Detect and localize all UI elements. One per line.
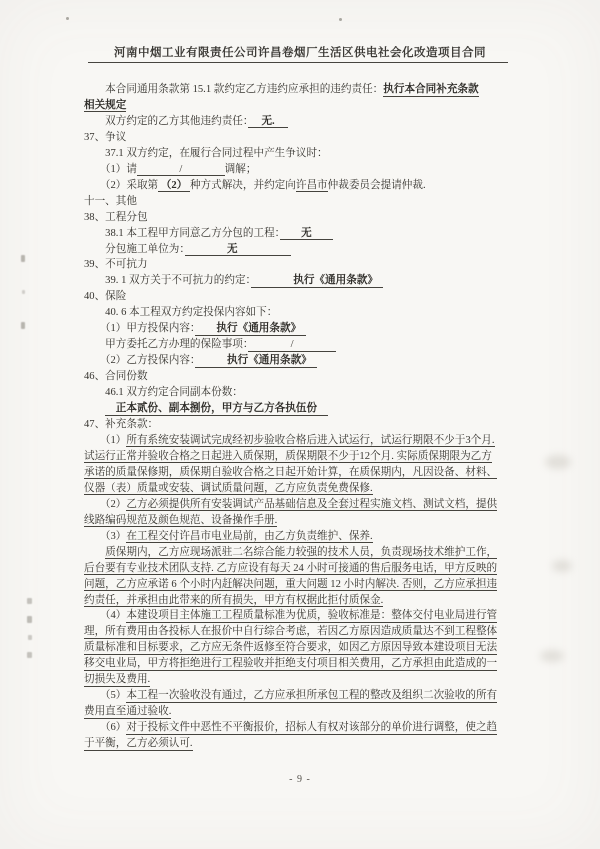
contract-text: 39. 1 双方关于不可抗力的约定： <box>84 275 251 287</box>
contract-text: 甲方委托乙方办理的保险事项： <box>84 339 249 351</box>
document-line <box>84 194 544 210</box>
header-rule <box>88 62 508 63</box>
contract-text: 38.1 本工程甲方同意乙方分包的工程： <box>84 227 280 239</box>
document-line <box>84 529 544 545</box>
document-line <box>84 545 544 561</box>
filled-in-text: 相关规定 <box>84 99 127 111</box>
contract-text: （3） <box>84 530 127 542</box>
contract-text: 37.1 双方约定，在履行合同过程中产生争议时： <box>84 147 328 159</box>
document-line <box>84 417 544 433</box>
contract-text: 46.1 双方约定合同副本份数： <box>84 387 243 399</box>
scan-speck <box>66 17 69 20</box>
contract-text: 双方约定的乙方其他违约责任： <box>84 115 249 127</box>
contract-text: （5） <box>84 690 127 702</box>
document-line <box>84 720 544 736</box>
document-line <box>84 736 544 752</box>
contract-text: 38、工程分包 <box>84 211 148 223</box>
filled-in-text: 执行《通用条款》 <box>195 323 307 335</box>
document-line <box>84 146 544 162</box>
filled-in-text: 仪器（表）质量或安装、调试质量问题，乙方应负责免费保修. <box>84 482 373 494</box>
document-line <box>84 593 544 609</box>
document-line <box>84 337 544 353</box>
filled-in-text: 费用直至通过验收. <box>84 706 172 718</box>
document-line <box>84 497 544 513</box>
document-line <box>84 369 544 385</box>
filled-in-text: 在工程交付许昌市电业局前，由乙方负责维护、保养. <box>126 530 373 542</box>
document-header-title: 河南中烟工业有限责任公司许昌卷烟厂生活区供电社会化改造项目合同 <box>114 47 486 59</box>
filled-in-text: 许昌市 <box>295 179 328 191</box>
contract-text: （2） <box>84 498 127 510</box>
filled-in-text: 无 <box>184 243 291 255</box>
filled-in-text: 后台要有专业技术团队支持. 乙方应设有每天 24 小时可接通的售后服务电话，甲方反映的 <box>84 562 498 574</box>
document-line <box>84 433 544 449</box>
scan-smudge <box>545 455 571 469</box>
document-line <box>84 640 544 656</box>
filled-in-text: 乙方必须提供所有安装调试产品基础信息及全套过程实施文档、测试文档，提供 <box>126 498 498 510</box>
filled-in-text: 执行本合同补充条款 <box>383 84 479 95</box>
document-line <box>84 226 544 242</box>
contract-text: 39、不可抗力 <box>84 259 148 271</box>
filled-in-text: 理，所有费用由各投标人在报价中自行综合考虑，若因乙方原因造成质量达不到工程整体 <box>84 626 498 638</box>
contract-text: 调解； <box>224 163 257 175</box>
document-line <box>84 624 544 640</box>
filled-in-text: （2） <box>158 179 190 191</box>
document-line <box>84 672 544 688</box>
filled-in-text: 于平衡，乙方必须认可. <box>84 738 193 750</box>
contract-text: 37、争议 <box>84 131 127 143</box>
document-line <box>84 114 544 130</box>
document-line <box>84 242 544 258</box>
document-line <box>84 257 544 273</box>
contract-text: 40. 6 本工程双方约定投保内容如下： <box>84 307 278 319</box>
filled-in-text: 试运行正常并验收合格之日起进入质保期，质保期限不少于12个月. 实际质保期限为乙方 <box>84 450 492 462</box>
filled-in-text: 正本贰份、副本捌份，甲方与乙方各执伍份 <box>105 403 328 415</box>
filled-in-text: 切损失及费用. <box>84 674 151 686</box>
document-line <box>84 130 544 146</box>
filled-in-text: 质保期内，乙方应现场派驻二名综合能力较强的技术人员，负责现场技术维护工作， <box>105 546 498 558</box>
filled-in-text: 无. <box>248 115 288 127</box>
document-line <box>84 704 544 720</box>
page-number: - 9 - <box>289 774 311 785</box>
contract-text: （6） <box>84 722 127 734</box>
contract-text <box>84 403 105 414</box>
document-line <box>84 82 544 98</box>
document-line <box>84 98 544 114</box>
margin-smudge <box>21 255 25 329</box>
document-line <box>84 656 544 672</box>
document-line <box>84 210 544 226</box>
document-line <box>84 577 544 593</box>
filled-in-text: 执行《通用条款》 <box>250 275 384 287</box>
document-line <box>84 321 544 337</box>
filled-in-text: 本工程一次验收没有通过，乙方应承担所承包工程的整改及组织二次验收的所有 <box>126 690 498 702</box>
contract-text: （2）采取第 <box>84 179 159 191</box>
contract-text: 分包施工单位为： <box>84 243 185 255</box>
contract-text: 40、保险 <box>84 291 127 303</box>
scan-smudge <box>540 650 564 662</box>
document-line <box>84 513 544 529</box>
contract-text: （1） <box>84 434 127 446</box>
filled-in-text: 移交电业局，甲方将拒绝进行工程验收并拒绝支付项目相关费用，乙方承担由此造成的一 <box>84 658 498 670</box>
document-line <box>84 385 544 401</box>
document-line <box>84 353 544 369</box>
contract-text: 种方式解决，并约定向 <box>189 179 296 191</box>
filled-in-text: 线路编码规范及颜色规范、设备操作手册. <box>84 514 278 526</box>
document-line <box>84 162 544 178</box>
contract-text: 仲裁委员会提请仲裁. <box>327 179 426 191</box>
scan-speck <box>339 18 342 21</box>
contract-text: （1）甲方投保内容： <box>84 323 196 335</box>
document-line <box>84 449 544 465</box>
document-line <box>84 481 544 497</box>
contract-text: 十一、其他 <box>84 195 137 207</box>
filled-in-text: / <box>136 163 225 175</box>
document-line <box>84 289 544 305</box>
filled-in-text: / <box>248 339 336 351</box>
filled-in-text: 质量标准和目标要求，乙方应无条件返修至符合要求，如因乙方原因导致本建设项目无法 <box>84 642 498 654</box>
filled-in-text: 所有系统安装调试完成经初步验收合格后进入试运行，试运行期限不少于3个月. <box>126 434 495 446</box>
filled-in-text: 问题，乙方应承诺 6 个小时内赶解决问题，重大问题 12 小时内解决. 否则，乙方应承担违 <box>84 578 498 590</box>
filled-in-text: 约责任，并承担由此带来的所有损失，甲方有权据此拒付质保金. <box>84 594 384 606</box>
filled-in-text: 对于投标文件中恶性不平衡报价，招标人有权对该部分的单价进行调整，使之趋 <box>126 722 498 734</box>
contract-text: 47、补充条款： <box>84 419 159 431</box>
contract-text: 本合同通用条款第 15.1 款约定乙方违约应承担的违约责任： <box>84 84 384 95</box>
contract-text: （2）乙方投保内容： <box>84 355 196 367</box>
scan-smudge <box>552 560 572 572</box>
filled-in-text: 无 <box>279 227 333 239</box>
contract-body <box>84 82 544 752</box>
contract-text <box>84 547 105 558</box>
document-line <box>84 178 544 194</box>
document-line <box>84 561 544 577</box>
contract-text: 46、合同份数 <box>84 371 148 383</box>
filled-in-text: 承诺的质量保修期，质保期自验收合格之日起开始计算，在质保期内，凡因设备、材料、 <box>84 466 498 478</box>
document-line <box>84 401 544 417</box>
contract-text: （1）请 <box>84 163 137 175</box>
document-line <box>84 465 544 481</box>
filled-in-text: 本建设项目主体施工工程质量标准为优质，验收标准是：整体交付电业局进行管 <box>126 610 498 622</box>
filled-in-text: 执行《通用条款》 <box>195 355 318 367</box>
document-line <box>84 273 544 289</box>
margin-smudge <box>27 598 32 658</box>
document-line <box>84 305 544 321</box>
document-line <box>84 608 544 624</box>
document-line <box>84 688 544 704</box>
contract-text: （4） <box>84 610 127 622</box>
